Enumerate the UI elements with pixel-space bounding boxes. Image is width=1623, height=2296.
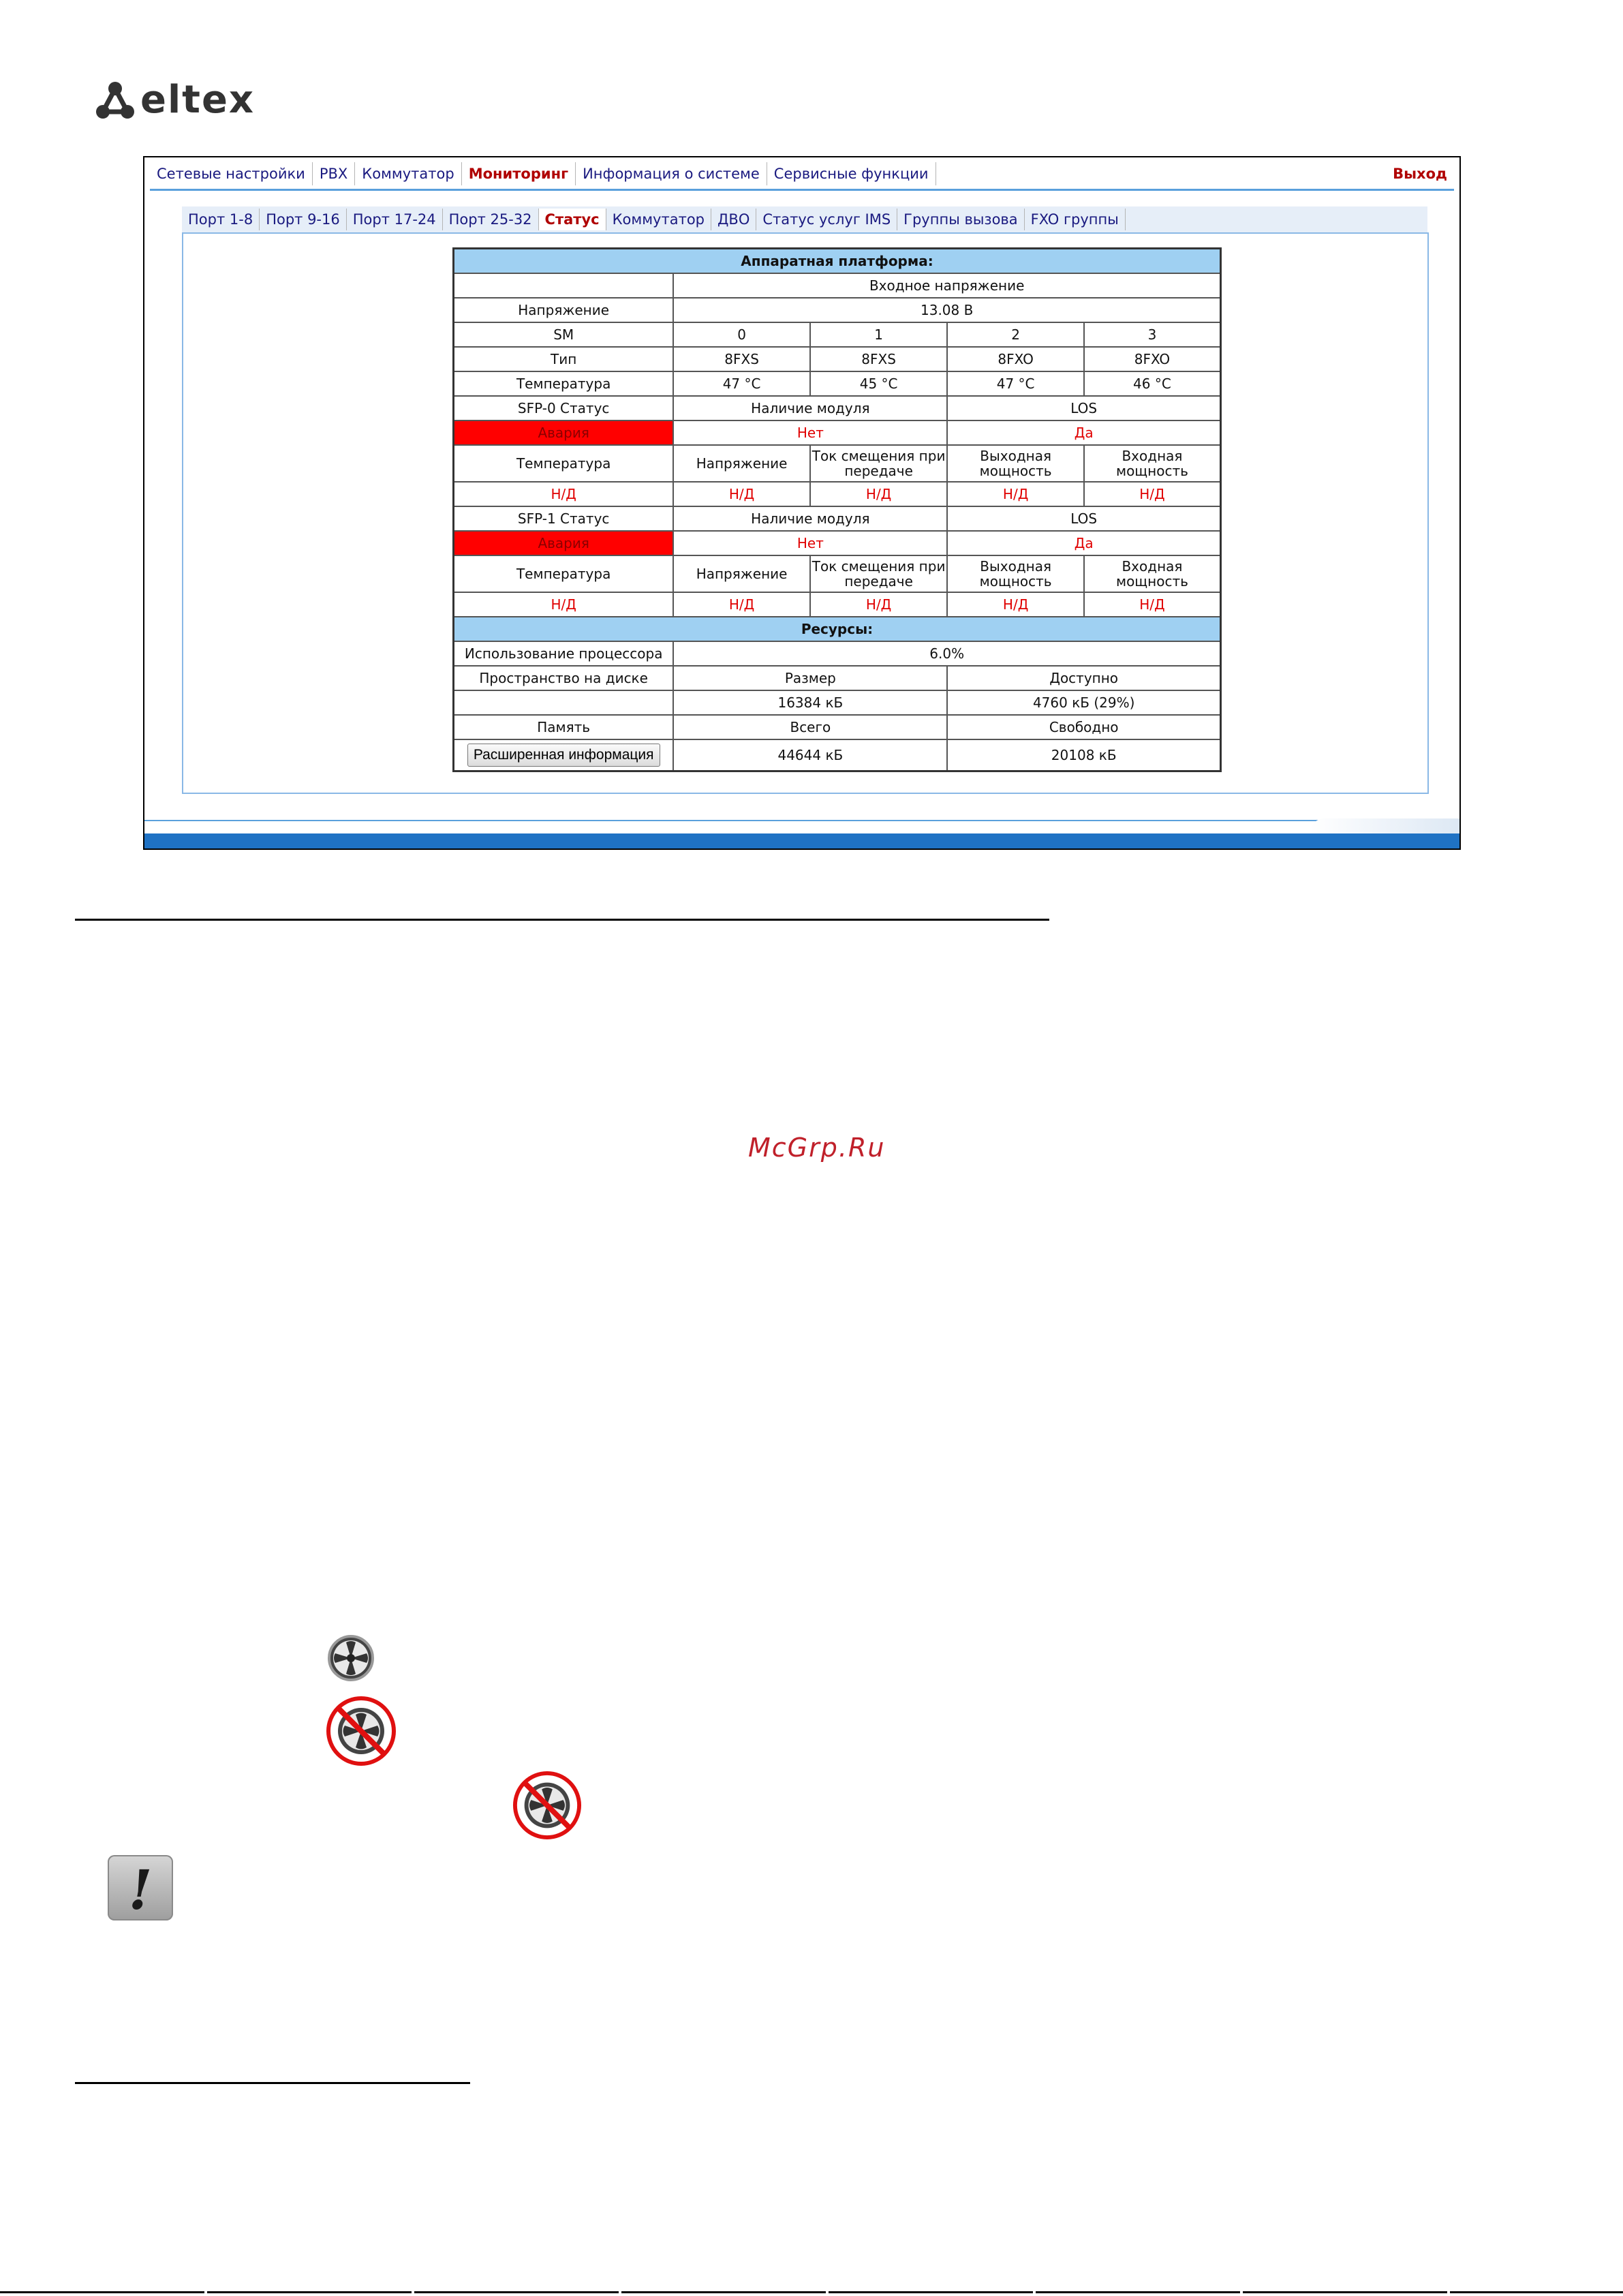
table-row (454, 396, 1221, 420)
fan-failure-icon (512, 1771, 582, 1840)
sfp1-los-value: Да (947, 531, 1220, 555)
sfp1-status-label: SFP-1 Статус (454, 506, 674, 531)
disk-size-header: Размер (673, 666, 947, 690)
tab-switch[interactable]: Коммутатор (606, 209, 711, 230)
sfp0-param-header: Ток смещения при передаче (810, 445, 948, 482)
cpu-usage-label: Использование процессора (454, 641, 674, 666)
disk-available-header: Доступно (947, 666, 1220, 690)
voltage-label: Напряжение (454, 298, 674, 322)
footnote-divider (75, 2082, 470, 2084)
disk-size-value: 16384 кБ (673, 690, 947, 715)
top-navigation (150, 159, 1454, 191)
table-row (454, 249, 1221, 274)
sfp0-param-value: Н/Д (810, 482, 948, 506)
sm-temperature: 47 °C (947, 371, 1084, 396)
eltex-logo-text: eltex (140, 78, 256, 122)
nav-switch[interactable]: Коммутатор (355, 162, 461, 185)
sfp1-param-value: Н/Д (1084, 592, 1221, 617)
sfp0-los-label: LOS (947, 396, 1220, 420)
eltex-logo (95, 80, 255, 120)
table-row (454, 273, 1221, 298)
tab-port-25-32[interactable]: Порт 25-32 (443, 209, 539, 230)
table-row (454, 555, 1221, 592)
sfp1-los-label: LOS (947, 506, 1220, 531)
table-row (454, 482, 1221, 506)
hw-platform-title: Аппаратная платформа: (454, 249, 1221, 274)
memory-free-header: Свободно (947, 715, 1220, 739)
sm-temperature: 46 °C (1084, 371, 1221, 396)
sm-id: 0 (673, 322, 810, 347)
table-row (454, 617, 1221, 641)
sfp1-param-header: Выходная мощность (947, 555, 1084, 592)
sm-temperature: 45 °C (810, 371, 948, 396)
table-row (454, 298, 1221, 322)
memory-total-header: Всего (673, 715, 947, 739)
tab-status[interactable]: Статус (539, 209, 606, 230)
table-row (454, 371, 1221, 396)
tab-fxo-groups[interactable]: FXO группы (1025, 209, 1126, 230)
eltex-logo-icon (95, 80, 135, 120)
sfp0-status-label: SFP-0 Статус (454, 396, 674, 420)
status-panel (182, 232, 1429, 794)
extended-info-button[interactable]: Расширенная информация (467, 744, 660, 767)
memory-label: Память (454, 715, 674, 739)
sm-id: 3 (1084, 322, 1221, 347)
sm-type: 8FXS (810, 347, 948, 371)
nav-system-info[interactable]: Информация о системе (576, 162, 767, 185)
sfp0-param-value: Н/Д (454, 482, 674, 506)
section-divider (75, 919, 1049, 921)
sm-type: 8FXO (947, 347, 1084, 371)
footer-decoration (1310, 818, 1459, 833)
sfp0-param-value: Н/Д (947, 482, 1084, 506)
table-row (454, 715, 1221, 739)
table-row (454, 347, 1221, 371)
resources-title: Ресурсы: (454, 617, 1221, 641)
voltage-value: 13.08 В (673, 298, 1220, 322)
cpu-usage-value: 6.0% (673, 641, 1220, 666)
tab-ims-status[interactable]: Статус услуг IMS (756, 209, 897, 230)
table-row (454, 690, 1221, 715)
sfp0-param-header: Входная мощность (1084, 445, 1221, 482)
page-bottom-border (0, 2291, 1623, 2293)
tab-dvo[interactable]: ДВО (711, 209, 756, 230)
fan-ok-icon (327, 1634, 375, 1682)
logout-link[interactable]: Выход (1393, 166, 1447, 182)
table-row (454, 420, 1221, 445)
sfp0-presence-value: Нет (673, 420, 947, 445)
type-label: Тип (454, 347, 674, 371)
nav-network-settings[interactable]: Сетевые настройки (150, 162, 313, 185)
nav-monitoring[interactable]: Мониторинг (462, 162, 576, 185)
sfp0-alarm-badge: Авария (454, 420, 674, 445)
sfp0-param-value: Н/Д (1084, 482, 1221, 506)
table-row (454, 322, 1221, 347)
sfp0-los-value: Да (947, 420, 1220, 445)
sfp1-param-value: Н/Д (454, 592, 674, 617)
input-voltage-header: Входное напряжение (673, 273, 1220, 298)
memory-free-value: 20108 кБ (947, 739, 1220, 771)
sfp0-param-header: Выходная мощность (947, 445, 1084, 482)
table-row (454, 445, 1221, 482)
nav-service-functions[interactable]: Сервисные функции (767, 162, 936, 185)
table-row (454, 592, 1221, 617)
temperature-label: Температура (454, 371, 674, 396)
nav-pbx[interactable]: PBX (313, 162, 355, 185)
disk-available-value: 4760 кБ (29%) (947, 690, 1220, 715)
sfp1-param-header: Напряжение (673, 555, 810, 592)
footer-bar (144, 833, 1459, 848)
table-row (454, 666, 1221, 690)
sfp0-param-value: Н/Д (673, 482, 810, 506)
memory-total-value: 44644 кБ (673, 739, 947, 771)
sm-label: SM (454, 322, 674, 347)
table-row (454, 531, 1221, 555)
sm-type: 8FXS (673, 347, 810, 371)
disk-space-label: Пространство на диске (454, 666, 674, 690)
sfp1-param-header: Ток смещения при передаче (810, 555, 948, 592)
sm-type: 8FXO (1084, 347, 1221, 371)
sfp1-presence-value: Нет (673, 531, 947, 555)
sm-temperature: 47 °C (673, 371, 810, 396)
footer-divider (144, 820, 1459, 821)
sfp0-param-header: Температура (454, 445, 674, 482)
sfp0-presence-label: Наличие модуля (673, 396, 947, 420)
watermark: McGrp.Ru (748, 1133, 886, 1163)
tab-port-17-24[interactable]: Порт 17-24 (347, 209, 443, 230)
sfp1-param-value: Н/Д (947, 592, 1084, 617)
sfp0-param-header: Напряжение (673, 445, 810, 482)
sfp1-alarm-badge: Авария (454, 531, 674, 555)
table-row (454, 739, 1221, 771)
sfp1-param-value: Н/Д (673, 592, 810, 617)
sfp1-param-header: Температура (454, 555, 674, 592)
warning-icon: ! (108, 1855, 173, 1920)
table-row (454, 506, 1221, 531)
status-table (452, 247, 1222, 772)
sfp1-param-value: Н/Д (810, 592, 948, 617)
tab-port-1-8[interactable]: Порт 1-8 (182, 209, 260, 230)
sfp1-param-header: Входная мощность (1084, 555, 1221, 592)
tab-call-groups[interactable]: Группы вызова (897, 209, 1025, 230)
fan-failure-icon (326, 1696, 397, 1766)
sm-id: 2 (947, 322, 1084, 347)
table-row (454, 641, 1221, 666)
sub-navigation-tabs (182, 206, 1427, 232)
web-interface-screenshot (143, 156, 1461, 850)
tab-port-9-16[interactable]: Порт 9-16 (260, 209, 347, 230)
sfp1-presence-label: Наличие модуля (673, 506, 947, 531)
sm-id: 1 (810, 322, 948, 347)
